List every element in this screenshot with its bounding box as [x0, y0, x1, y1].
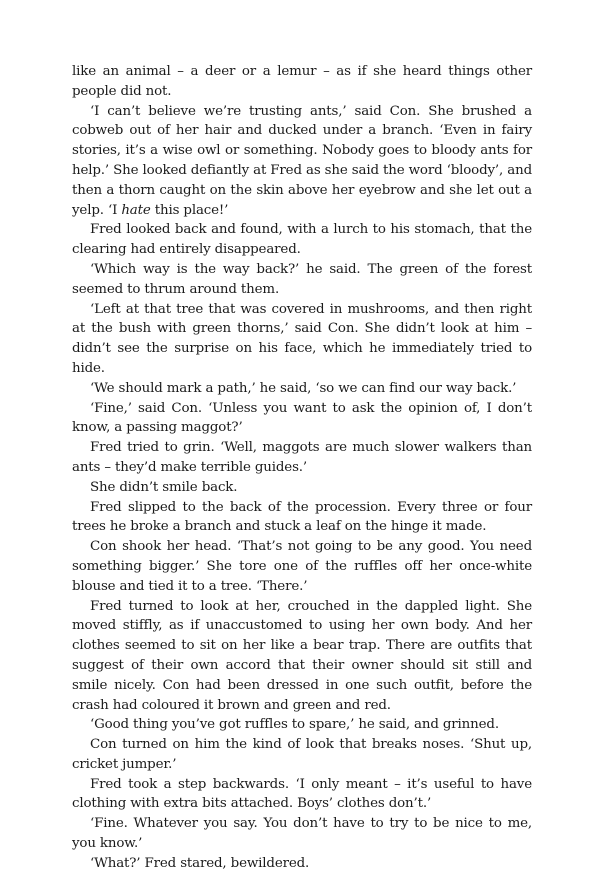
paragraph-12: ‘Good thing you’ve got ruffles to spare,’ he said, and grinned. — [90, 717, 499, 733]
paragraph-4: ‘Left at that tree that was covered in mushrooms, and then right at the bush with green thorns,’ said Con. She didn’t look at him – didn’t see the surprise on his face, which he immediately tried to hide. — [72, 301, 532, 376]
paragraph-10: Con shook her head. ‘That’s not going to be any good. You need something bigger.’ She tore one of the ruffles off her once-white blouse and tied it to a tree. ‘There.’ — [72, 539, 532, 594]
paragraph-16: ‘What?’ Fred stared, bewildered. — [90, 855, 310, 871]
paragraph-0: like an animal – a deer or a lemur – as if she heard things other people did not. — [72, 64, 532, 99]
paragraph-1: ‘I can’t believe we’re trusting ants,’ said Con. She brushed a cobweb out of her hair and ducked under a branch. ‘Even in fairy stories, it’s a wise owl or something. Nobody goes to bloody ants for help.’ She looked defiantly at Fred as she said the word ‘bloody’, and then a thorn caught on the skin above her eyebrow and she let out a yelp. ‘I hate this place!’ — [72, 103, 532, 218]
paragraph-3: ‘Which way is the way back?’ he said. The green of the forest seemed to thrum around them. — [72, 261, 532, 297]
paragraph-6: ‘Fine,’ said Con. ‘Unless you want to ask the opinion of, I don’t know, a passing maggot?’ — [72, 400, 532, 436]
paragraph-13: Con turned on him the kind of look that breaks noses. ‘Shut up, cricket jumper.’ — [72, 737, 532, 772]
italic-emphasis: hate — [121, 202, 151, 218]
paragraph-9: Fred slipped to the back of the procession. Every three or four trees he broke a branch and stuck a leaf on the hinge it made. — [72, 499, 532, 535]
paragraph-15: ‘Fine. Whatever you say. You don’t have to try to be nice to me, you know.’ — [72, 816, 532, 852]
paragraph-11: Fred turned to look at her, crouched in the dappled light. She moved stiffly, as if unaccustomed to using her own body. And her clothes seemed to sit on her like a bear trap. There are outfits that suggest of their own accord that their owner should sit still and smile nicely. Con had been dressed in one such outfit, before the crash had coloured it brown and green and red. — [72, 598, 532, 713]
paragraph-5: ‘We should mark a path,’ he said, ‘so we can find our way back.’ — [90, 380, 517, 396]
paragraph-8: She didn’t smile back. — [90, 479, 238, 495]
paragraph-14: Fred took a step backwards. ‘I only meant – it’s useful to have clothing with extra bits attached. Boys’ clothes don’t.’ — [72, 776, 532, 812]
paragraph-7: Fred tried to grin. ‘Well, maggots are much slower walkers than ants – they’d make terrible guides.’ — [72, 440, 532, 475]
paragraph-2: Fred looked back and found, with a lurch to his stomach, that the clearing had entirely disappeared. — [72, 222, 532, 258]
